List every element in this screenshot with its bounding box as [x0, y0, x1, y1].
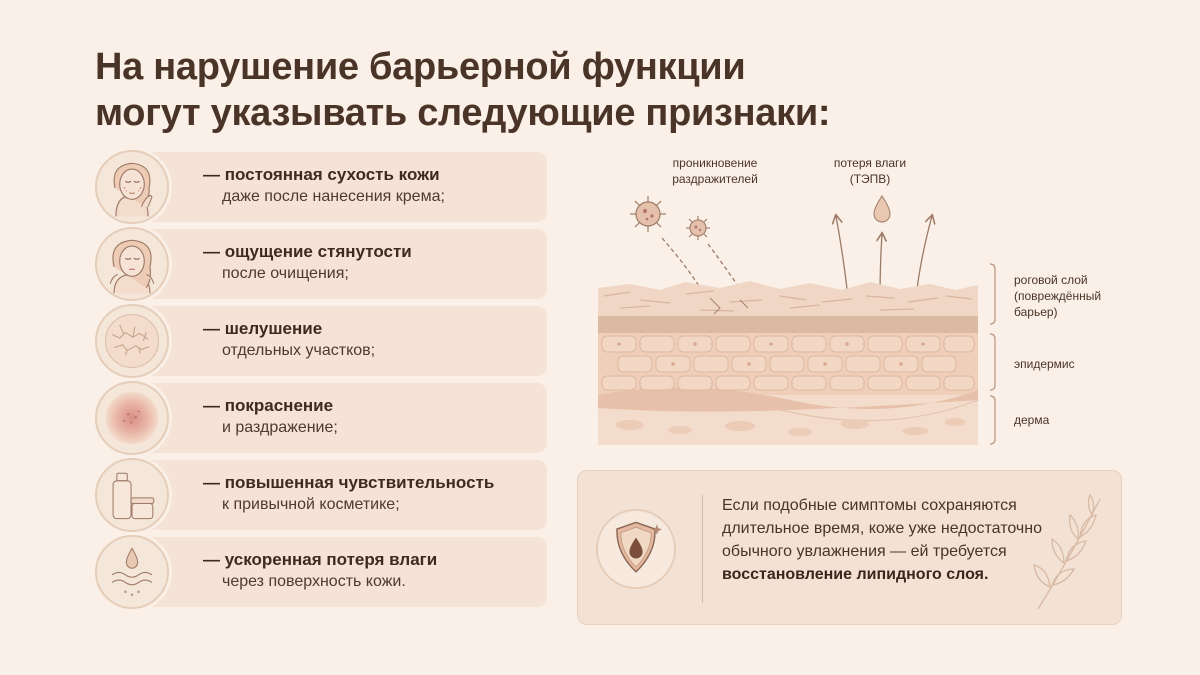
- symptom-description: даже после нанесения крема;: [222, 188, 445, 205]
- symptom-heading: — ощущение стянутости: [203, 242, 412, 261]
- note-text-normal: Если подобные симптомы сохраняются длительное время, коже уже недостаточно обычного увлажнения — ей требуется: [722, 497, 1042, 560]
- dry-face-icon: [95, 150, 169, 224]
- symptom-description: после очищения;: [222, 265, 349, 282]
- epidermis-label: эпидермис: [1014, 357, 1075, 371]
- advice-note: [577, 470, 1122, 625]
- symptom-description: и раздражение;: [222, 419, 338, 436]
- symptom-item-sensitivity: [95, 458, 555, 532]
- leaf-sprig-icon: [1028, 491, 1113, 616]
- tight-face-icon: [95, 227, 169, 301]
- symptom-item-redness: [95, 381, 555, 455]
- symptom-heading: — ускоренная потеря влаги: [203, 550, 438, 569]
- symptom-item-tightness: [95, 227, 555, 301]
- moisture-loss-label: потеря влаги (ТЭПВ): [833, 156, 907, 186]
- title-line-2: могут указывать следующие признаки:: [95, 92, 831, 134]
- skin-layers-block: [598, 281, 978, 445]
- symptom-description: через поверхность кожи.: [222, 573, 406, 590]
- symptom-description: к привычной косметике;: [222, 496, 400, 513]
- symptom-item-flaking: [95, 304, 555, 378]
- dermis-label: дерма: [1014, 413, 1050, 427]
- symptom-item-dryness: [95, 150, 555, 224]
- water-drop-icon: [874, 196, 890, 222]
- note-divider: [702, 495, 703, 603]
- symptom-heading: — шелушение: [203, 319, 323, 338]
- note-text-bold: восстановление липидного слоя.: [722, 566, 989, 583]
- symptom-heading: — постоянная сухость кожи: [203, 165, 440, 184]
- title-line-1: На нарушение барьерной функции: [95, 46, 746, 88]
- flaking-skin-icon: [95, 304, 169, 378]
- page-title: [95, 44, 995, 136]
- irritant-virus-small-icon: [686, 216, 710, 240]
- symptom-item-moisture-loss: [95, 535, 555, 609]
- symptom-description: отдельных участков;: [222, 342, 376, 359]
- shield-drop-icon: [596, 509, 676, 589]
- irritant-virus-icon: [630, 196, 666, 232]
- cosmetics-icon: [95, 458, 169, 532]
- moisture-loss-icon: [95, 535, 169, 609]
- stratum-corneum-label: роговой слой (повреждённый барьер): [1014, 273, 1102, 319]
- note-text: [722, 494, 1042, 586]
- skin-barrier-diagram: [590, 150, 1130, 450]
- symptom-list: [95, 150, 555, 612]
- symptom-heading: — покраснение: [203, 396, 334, 415]
- irritants-label: проникновение раздражителей: [672, 156, 758, 186]
- symptom-heading: — повышенная чувствительность: [203, 473, 495, 492]
- redness-icon: [95, 381, 169, 455]
